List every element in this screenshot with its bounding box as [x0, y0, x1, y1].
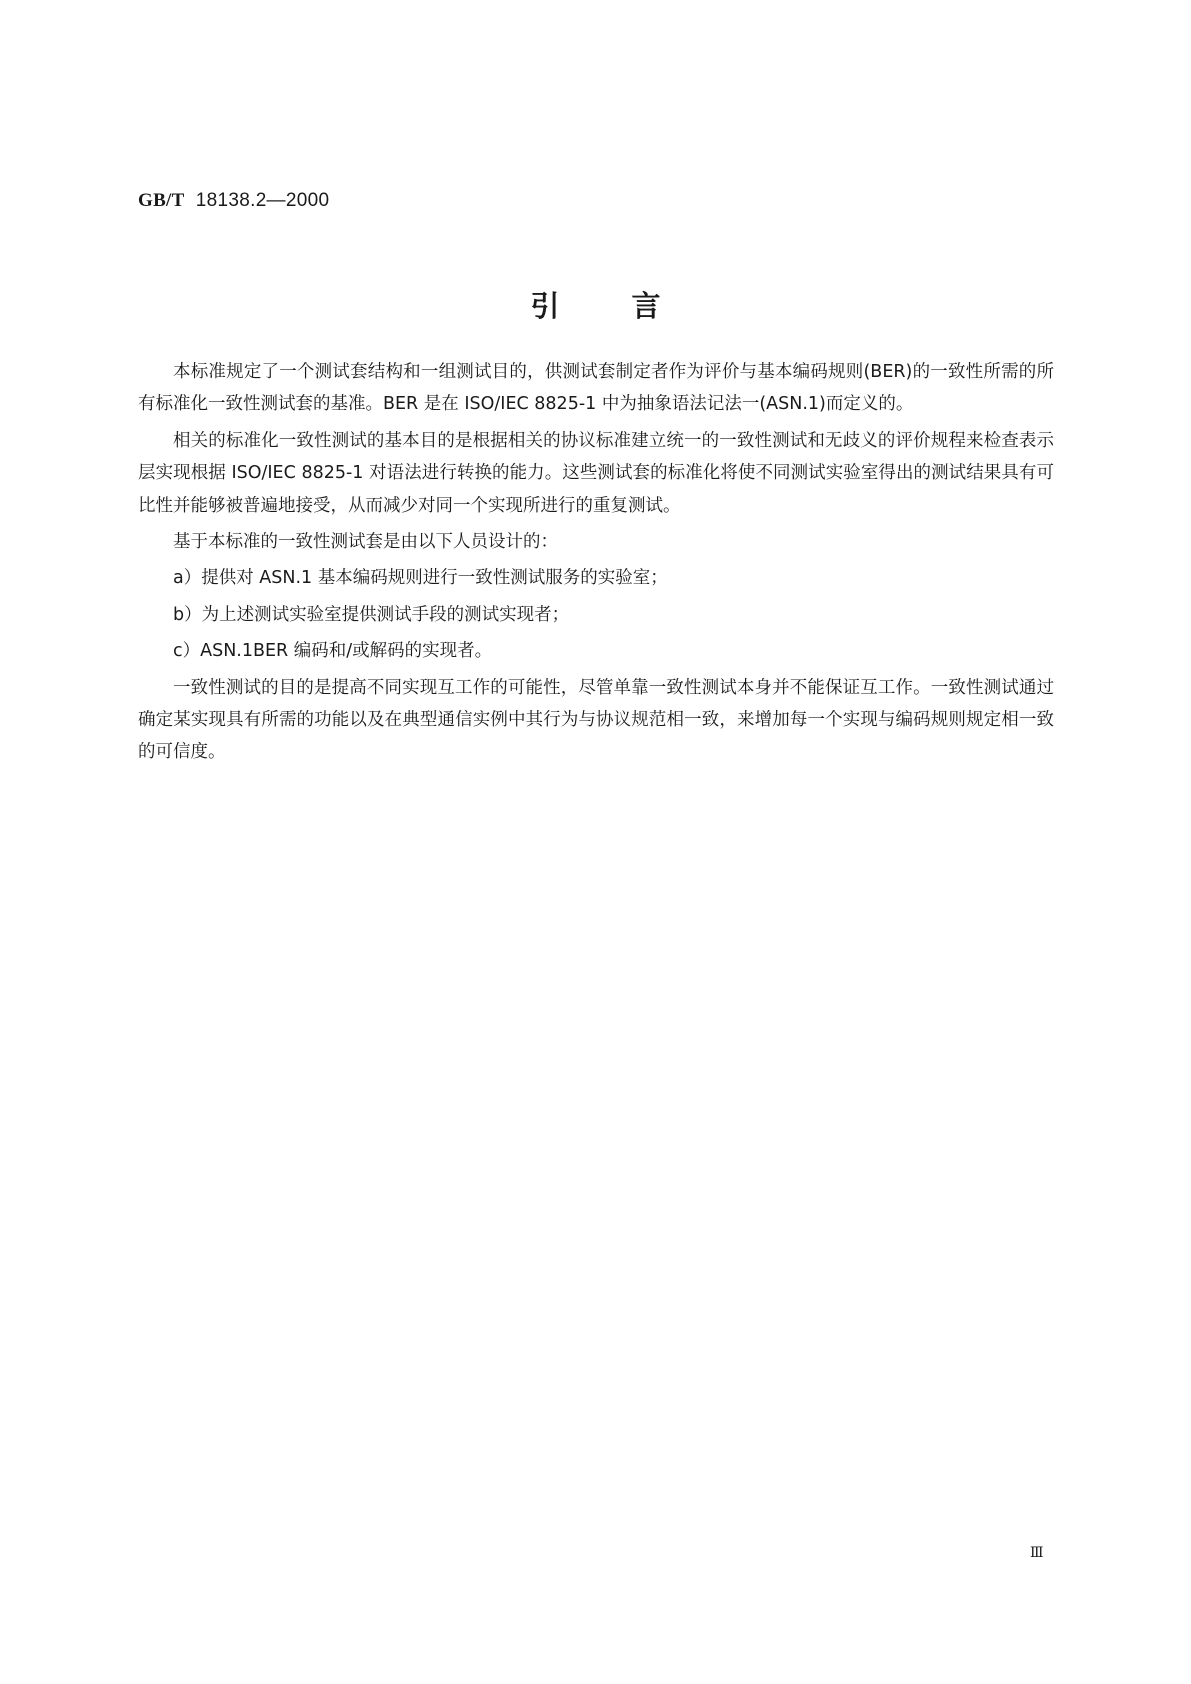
paragraph-audience-intro: 基于本标准的一致性测试套是由以下人员设计的：	[173, 532, 558, 553]
standard-code	[138, 190, 329, 212]
page-title: 引言	[530, 289, 733, 323]
paragraph-scope: 本标准规定了一个测试套结构和一组测试目的，供测试套制定者作为评价与基本编码规则(BER)的一致性所需的所有标准化一致性测试套的基准。BER 是在 ISO/IEC 8825-1 中为抽象语法记法一(ASN.1)而定义的。	[138, 362, 1054, 415]
page-number: Ⅲ	[1030, 1546, 1044, 1561]
paragraph-conformance-goal: 一致性测试的目的是提高不同实现互工作的可能性，尽管单靠一致性测试本身并不能保证互工作。一致性测试通过确定某实现具有所需的功能以及在典型通信实例中其行为与协议规范相一致，来增加每一个实现与编码规则规定相一致的可信度。	[138, 677, 1054, 763]
standard-prefix: GB/T	[138, 190, 185, 211]
paragraph-purpose: 相关的标准化一致性测试的基本目的是根据相关的协议标准建立统一的一致性测试和无歧义的评价规程来检查表示层实现根据 ISO/IEC 8825-1 对语法进行转换的能力。这些测试套的标准化将使不同测试实验室得出的测试结果具有可比性并能够被普遍地接受，从而减少对同一个实现所进行的重复测试。	[138, 430, 1054, 516]
list-item-b: b）为上述测试实验室提供测试手段的测试实现者；	[173, 604, 570, 625]
introduction-body	[138, 356, 1054, 773]
standard-number: 18138.2—2000	[195, 190, 330, 211]
list-item-c: c）ASN.1BER 编码和/或解码的实现者。	[173, 641, 493, 662]
list-item-a: a）提供对 ASN.1 基本编码规则进行一致性测试服务的实验室；	[173, 568, 668, 589]
